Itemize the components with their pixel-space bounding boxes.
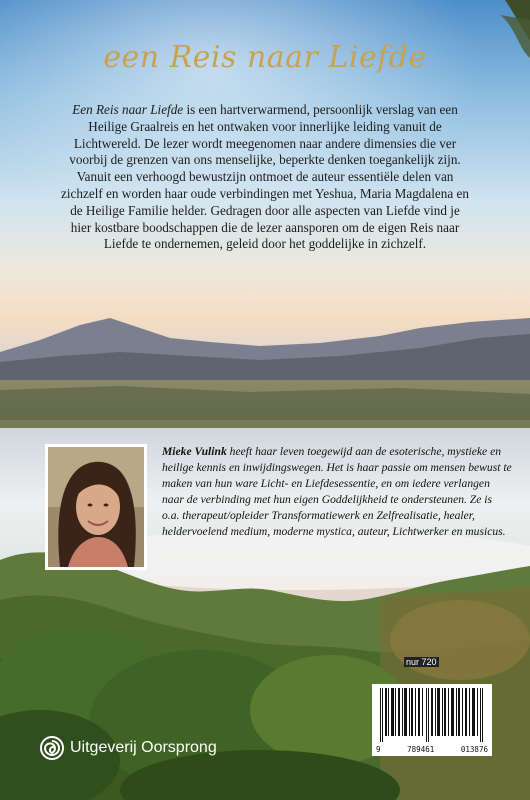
author-photo xyxy=(45,444,147,570)
blurb-book-title: Een Reis naar Liefde xyxy=(72,102,184,117)
publisher-logo xyxy=(40,736,217,760)
author-bio xyxy=(162,444,512,540)
isbn-group-1: 789461 xyxy=(407,745,435,754)
author-bio-text: heeft haar leven toegewijd aan de esoterische, mystieke en heilige kennis en inwijdingswegen. Het is haar passie om mensen bewust te maken van hun ware Licht- en Liefdesessentie, en om iedere verlangen naar de verbinding met hun eigen Goddelijkheid te ondersteunen. Ze is o.a. therapeut/opleider Transformatiewerk en Zelfrealisatie, healer, heldervoelend medium, moderne mystica, auteur, Lichtwerker en musicus. xyxy=(162,445,512,538)
publisher-name: Uitgeverij Oorsprong xyxy=(70,739,217,756)
blurb-text: is een hartverwarmend, persoonlijk verslag van een Heilige Graalreis en het ontwaken voor innerlijke leiding vanuit de Lichtwereld. De lezer wordt meegenomen naar andere dimensies die ver voorbij de grenzen van ons menselijke, beperkte denken toegankelijk zijn. Vanuit een verhoogd bewustzijn ontmoet de auteur essentiële delen van zichzelf en worden haar oude verbindingen met Yeshua, Maria Magdalena en de Heilige Familie helder. Gedragen door alle aspecten van Liefde vind je hier kostbare boodschappen die de lezer aansporen om de eigen Reis naar Liefde te ondernemen, geleid door het goddelijke in zichzelf. xyxy=(61,102,469,252)
isbn-barcode xyxy=(372,684,492,756)
book-blurb xyxy=(60,102,470,253)
isbn-number xyxy=(376,745,488,754)
barcode-bars xyxy=(378,688,486,742)
spiral-icon xyxy=(40,736,64,760)
author-name: Mieke Vulink xyxy=(162,445,227,458)
nur-code: nur 720 xyxy=(406,657,437,667)
isbn-group-2: 013876 xyxy=(460,745,488,754)
cover-title: een Reis naar Liefde xyxy=(103,40,427,75)
isbn-prefix: 9 xyxy=(376,745,381,754)
